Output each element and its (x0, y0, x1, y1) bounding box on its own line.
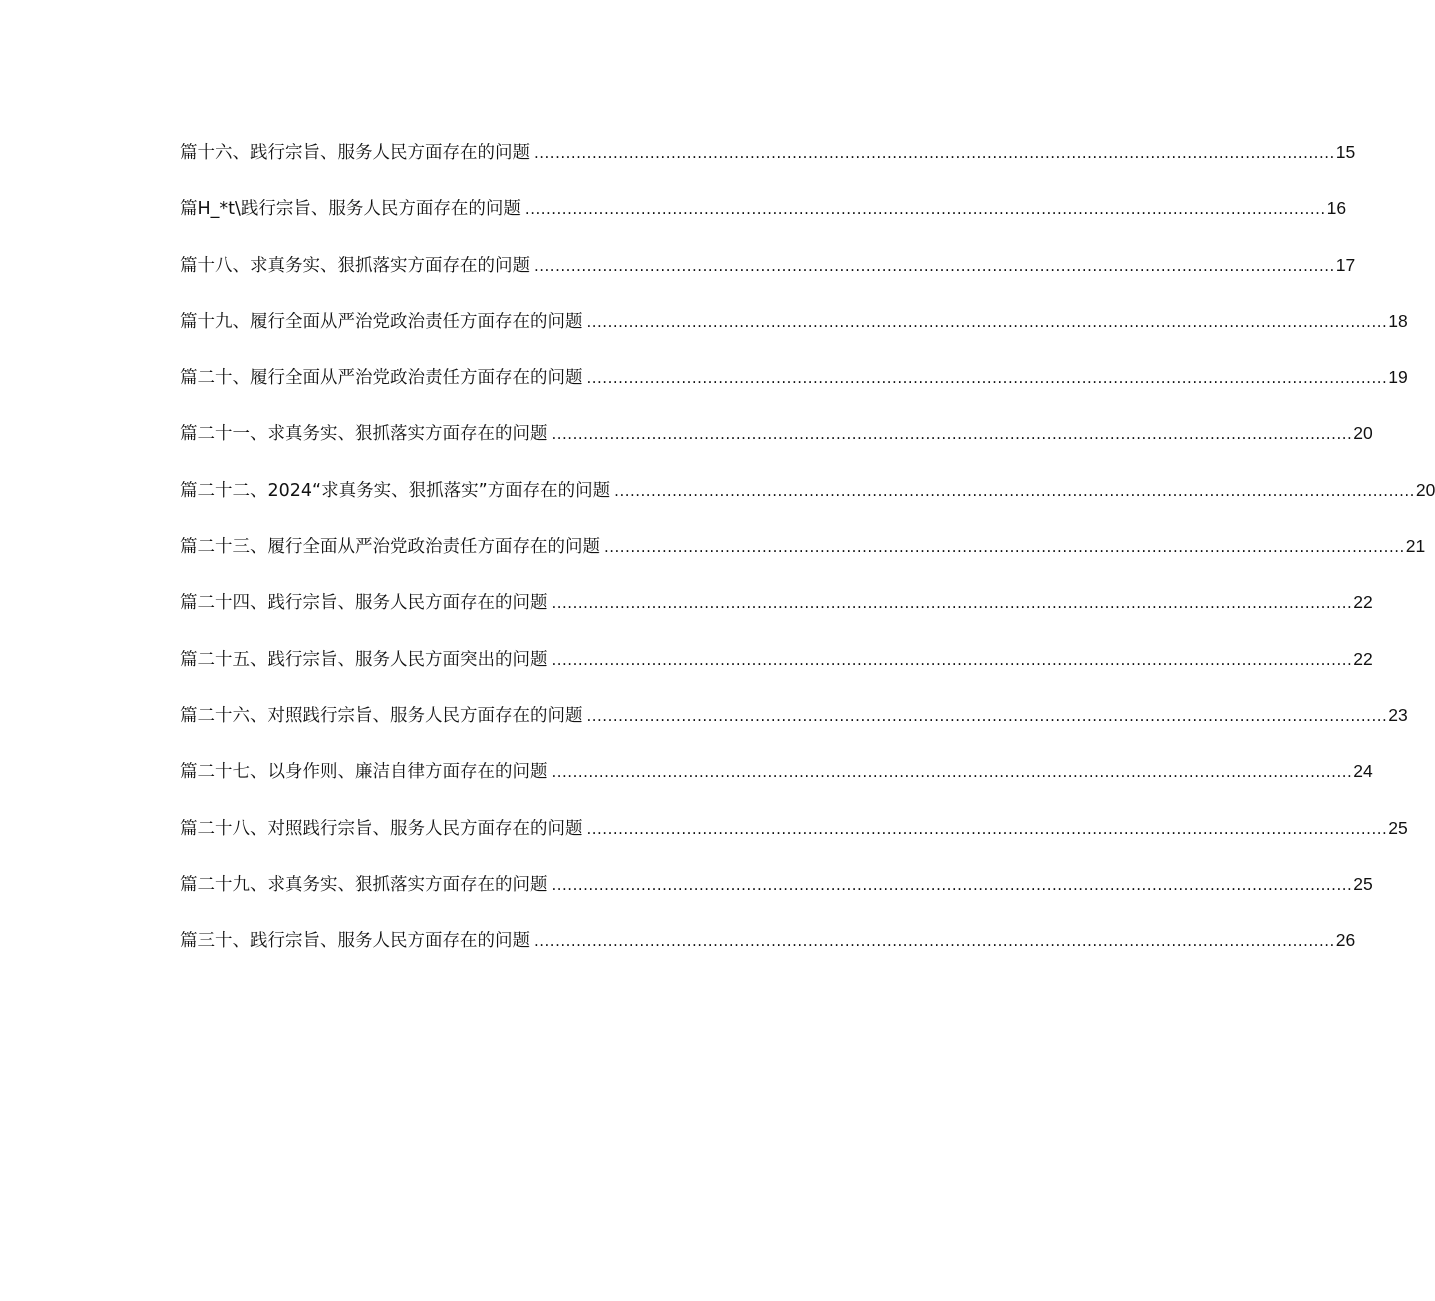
toc-entry[interactable] (180, 361, 1408, 417)
toc-leader-dots (604, 531, 1405, 563)
toc-entry-title: 篇H_*t\践行宗旨、服务人民方面存在的问题 (180, 199, 521, 220)
toc-entry[interactable] (180, 530, 1426, 586)
toc-entry-page: 25 (1353, 873, 1373, 894)
toc-entry-title: 篇十八、求真务实、狠抓落实方面存在的问题 (180, 255, 530, 276)
toc-entry-title: 篇十六、践行宗旨、服务人民方面存在的问题 (180, 143, 530, 163)
toc-entry-page: 22 (1353, 648, 1373, 669)
toc-entry-page: 24 (1353, 761, 1373, 782)
toc-entry[interactable] (180, 586, 1373, 642)
toc-leader-dots (552, 869, 1353, 901)
toc-entry-page: 15 (1335, 142, 1356, 162)
toc-leader-dots (552, 587, 1353, 619)
toc-entry[interactable] (180, 417, 1373, 473)
toc-entry-title: 篇二十一、求真务实、狠抓落实方面存在的问题 (180, 424, 548, 445)
toc-entry[interactable] (180, 755, 1373, 811)
toc-entry-title: 篇二十六、对照践行宗旨、服务人民方面存在的问题 (180, 705, 583, 726)
toc-leader-dots (587, 813, 1388, 845)
table-of-contents (180, 136, 1435, 980)
toc-entry-page: 20 (1353, 423, 1373, 444)
toc-entry[interactable] (180, 305, 1408, 361)
toc-leader-dots (534, 250, 1335, 282)
toc-leader-dots (552, 756, 1353, 788)
toc-entry-page: 16 (1326, 198, 1347, 219)
toc-leader-dots (552, 418, 1353, 450)
toc-leader-dots (614, 475, 1415, 507)
toc-entry[interactable] (180, 249, 1356, 305)
toc-entry[interactable] (180, 136, 1356, 192)
toc-entry[interactable] (180, 192, 1347, 248)
toc-entry-title: 篇二十七、以身作则、廉洁自律方面存在的问题 (180, 762, 548, 783)
toc-entry-title: 篇二十五、践行宗旨、服务人民方面突出的问题 (180, 649, 548, 670)
toc-entry-title: 篇三十、践行宗旨、服务人民方面存在的问题 (180, 931, 530, 952)
toc-entry-title: 篇二十九、求真务实、狠抓落实方面存在的问题 (180, 874, 548, 895)
toc-entry-page: 21 (1405, 536, 1426, 557)
toc-entry-title: 篇二十、履行全面从严治党政治责任方面存在的问题 (180, 368, 583, 389)
toc-leader-dots (587, 362, 1388, 394)
toc-entry-title: 篇十九、履行全面从严治党政治责任方面存在的问题 (180, 311, 583, 332)
toc-leader-dots (534, 925, 1335, 957)
toc-entry-page: 25 (1388, 817, 1408, 838)
toc-entry-page: 23 (1388, 704, 1408, 725)
toc-entry-title: 篇二十四、践行宗旨、服务人民方面存在的问题 (180, 593, 548, 614)
toc-entry-title: 篇二十八、对照践行宗旨、服务人民方面存在的问题 (180, 818, 583, 839)
toc-entry-page: 20 (1415, 479, 1435, 500)
toc-leader-dots (534, 137, 1335, 169)
toc-leader-dots (525, 193, 1326, 225)
toc-entry-page: 19 (1388, 367, 1408, 388)
toc-entry[interactable] (180, 924, 1356, 980)
toc-entry-page: 18 (1388, 310, 1408, 331)
toc-leader-dots (587, 700, 1388, 732)
toc-entry[interactable] (180, 643, 1373, 699)
toc-leader-dots (552, 644, 1353, 676)
toc-leader-dots (587, 306, 1388, 338)
toc-entry[interactable] (180, 474, 1435, 530)
toc-entry-page: 22 (1353, 592, 1373, 613)
toc-entry-title: 篇二十三、履行全面从严治党政治责任方面存在的问题 (180, 537, 600, 558)
toc-entry-page: 26 (1335, 930, 1356, 951)
toc-entry[interactable] (180, 812, 1408, 868)
toc-entry[interactable] (180, 699, 1408, 755)
toc-entry[interactable] (180, 868, 1373, 924)
toc-entry-title: 篇二十二、2024“求真务实、狠抓落实”方面存在的问题 (180, 480, 611, 501)
toc-entry-page: 17 (1335, 254, 1356, 275)
